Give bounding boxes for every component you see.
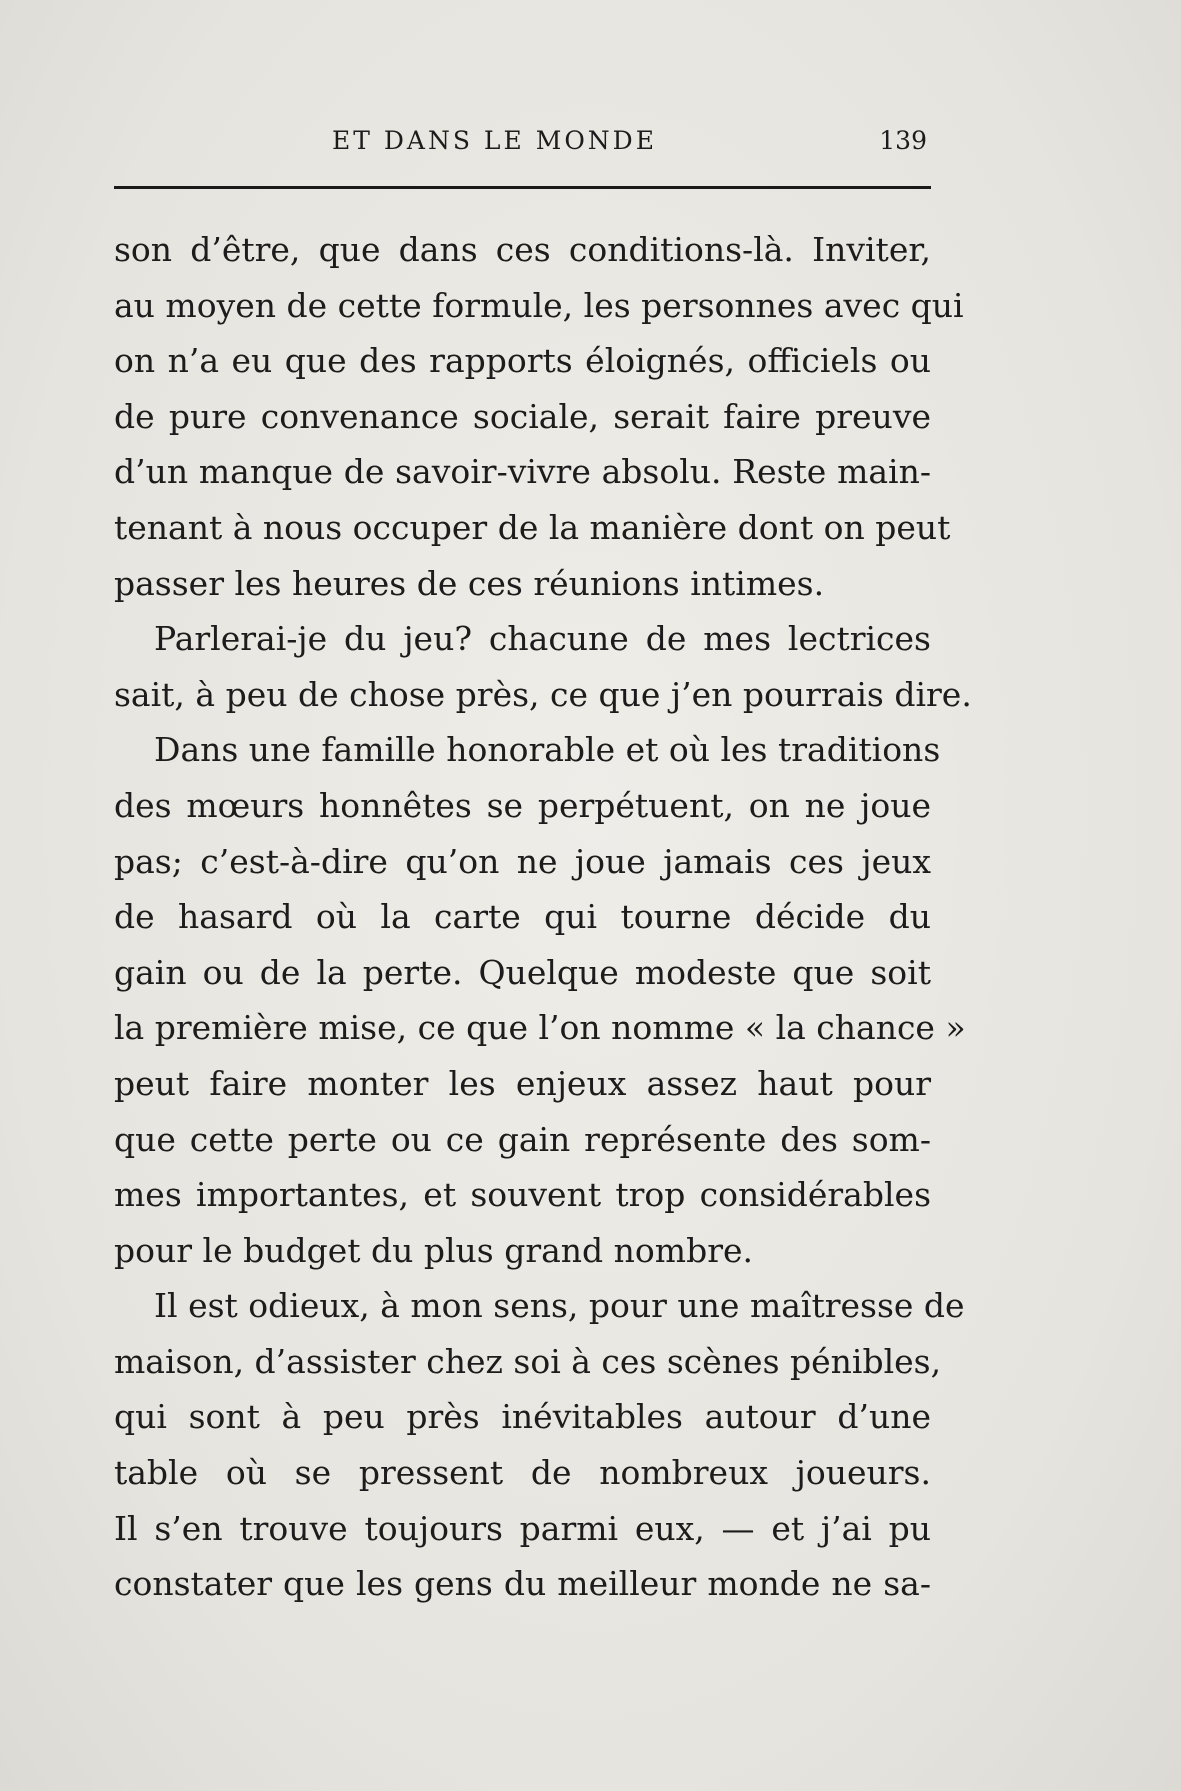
running-title: ET DANS LE MONDE [332,126,657,155]
text-line: Il est odieux, à mon sens, pour une maîtresse de [154,1286,965,1326]
text-line: sait, à peu de chose près, ce que j’en pourrais dire. [114,674,972,714]
text-line: Dans une famille honorable et où les traditions [154,730,941,770]
text-line: tenant à nous occuper de la manière dont on peut [114,507,951,547]
text-line: passer les heures de ces réunions intimes. [114,563,825,603]
text-line: gain ou de la perte. Quelque modeste que soit [114,952,931,992]
text-line: pour le budget du plus grand nombre. [114,1230,753,1270]
text-line: peut faire monter les enjeux assez haut pour [114,1063,931,1103]
text-line: son d’être, que dans ces conditions-là. Inviter, [114,230,931,269]
text-line: Il s’en trouve toujours parmi eux, — et j’ai pu [114,1508,931,1548]
text-line: des mœurs honnêtes se perpétuent, on ne joue [114,785,931,825]
text-line: table où se pressent de nombreux joueurs. [114,1453,931,1493]
text-line: on n’a eu que des rapports éloignés, officiels ou [114,341,931,381]
header-rule [114,186,931,189]
text-line: de pure convenance sociale, serait faire preuve [114,396,931,436]
text-line: qui sont à peu près inévitables autour d’une [114,1397,931,1437]
text-line: maison, d’assister chez soi à ces scènes pénibles, [114,1341,942,1381]
text-line: Parlerai-je du jeu? chacune de mes lectrices [154,619,931,659]
text-line: mes importantes, et souvent trop considérables [114,1175,931,1215]
body-text [114,222,972,1612]
text-line: que cette perte ou ce gain représente des som- [114,1119,931,1159]
text-line: d’un manque de savoir-vivre absolu. Reste main- [114,452,931,492]
text-line: de hasard où la carte qui tourne décide du [114,897,931,937]
page-header [114,126,931,162]
text-line: constater que les gens du meilleur monde ne sa- [114,1564,931,1604]
text-line: au moyen de cette formule, les personnes avec qui [114,285,964,325]
text-line: pas; c’est-à-dire qu’on ne joue jamais ces jeux [114,841,931,881]
page-number: 139 [879,126,927,155]
text-line: la première mise, ce que l’on nomme « la chance » [114,1008,966,1048]
